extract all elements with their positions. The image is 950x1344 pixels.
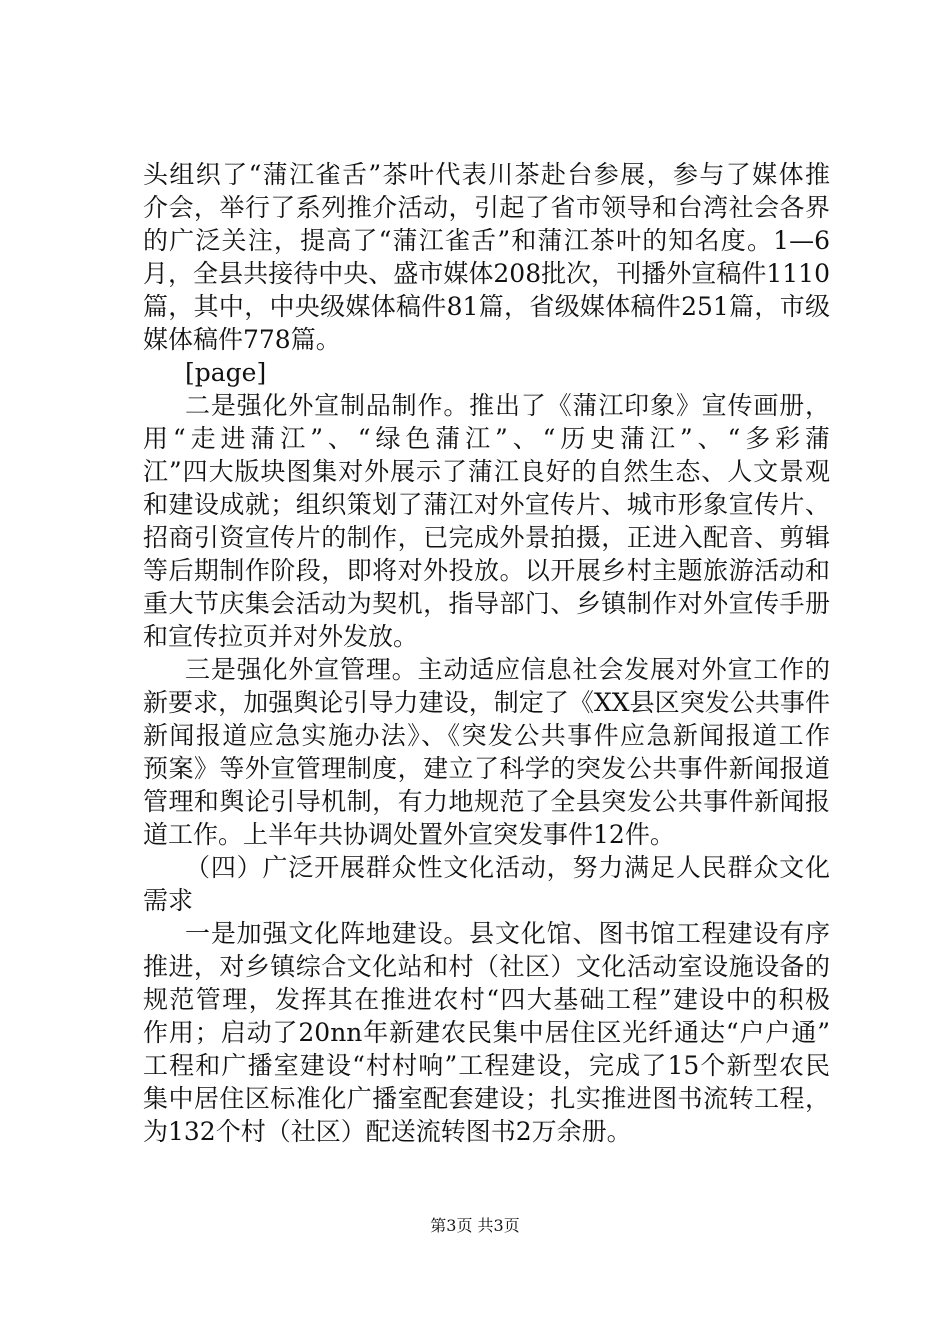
- text-line: 媒体稿件778篇。: [143, 325, 341, 354]
- text-line: 的广泛关注，提高了“蒲江雀舌”和蒲江茶叶的知名度。1—6: [143, 226, 830, 255]
- text-line: 新要求，加强舆论引导力建设，制定了《XX县区突发公共事件: [143, 688, 830, 717]
- text-line: 集中居住区标准化广播室配套建设；扎实推进图书流转工程，: [143, 1084, 830, 1113]
- text-line: 等后期制作阶段，即将对外投放。以开展乡村主题旅游活动和: [143, 556, 830, 585]
- text-line: 和宣传拉页并对外发放。: [143, 622, 419, 651]
- text-line: 为132个村（社区）配送流转图书2万余册。: [143, 1117, 632, 1146]
- text-line: 预案》等外宣管理制度，建立了科学的突发公共事件新闻报道: [143, 754, 830, 783]
- document-body: [143, 158, 830, 1148]
- text-line: 推进，对乡镇综合文化站和村（社区）文化活动室设施设备的: [143, 952, 830, 981]
- text-line: 用“走进蒲江”、“绿色蒲江”、“历史蒲江”、“多彩蒲: [143, 424, 830, 453]
- text-line: 和建设成就；组织策划了蒲江对外宣传片、城市形象宣传片、: [143, 490, 830, 519]
- text-line: 二是强化外宣制品制作。推出了《蒲江印象》宣传画册，: [185, 391, 830, 420]
- page-footer: 第3页 共3页: [430, 1216, 520, 1235]
- text-line: 一是加强文化阵地建设。县文化馆、图书馆工程建设有序: [185, 919, 830, 948]
- text-line: 篇，其中，中央级媒体稿件81篇，省级媒体稿件251篇，市级: [143, 292, 830, 321]
- text-line: 招商引资宣传片的制作，已完成外景拍摄，正进入配音、剪辑: [143, 523, 830, 552]
- text-line: 道工作。上半年共协调处置外宣突发事件12件。: [143, 820, 675, 849]
- text-line: 工程和广播室建设“村村响”工程建设，完成了15个新型农民: [143, 1051, 830, 1080]
- text-line: 规范管理，发挥其在推进农村“四大基础工程”建设中的积极: [143, 985, 830, 1014]
- text-line: 需求: [143, 886, 194, 915]
- text-line: 管理和舆论引导机制，有力地规范了全县突发公共事件新闻报: [143, 787, 830, 816]
- text-line: 重大节庆集会活动为契机，指导部门、乡镇制作对外宣传手册: [143, 589, 830, 618]
- text-line: 介会，举行了系列推介活动，引起了省市领导和台湾社会各界: [143, 193, 830, 222]
- text-line: （四）广泛开展群众性文化活动，努力满足人民群众文化: [185, 853, 830, 882]
- text-line: 三是强化外宣管理。主动适应信息社会发展对外宣工作的: [185, 655, 830, 684]
- text-line: 头组织了“蒲江雀舌”茶叶代表川茶赴台参展，参与了媒体推: [143, 160, 830, 189]
- text-line: 新闻报道应急实施办法》、《突发公共事件应急新闻报道工作: [143, 721, 830, 750]
- text-line: 作用；启动了20nn年新建农民集中居住区光纤通达“户户通”: [143, 1018, 830, 1047]
- text-line: [page]: [185, 358, 267, 387]
- text-line: 月，全县共接待中央、盛市媒体208批次，刊播外宣稿件1110: [143, 259, 830, 288]
- text-line: 江”四大版块图集对外展示了蒲江良好的自然生态、人文景观: [143, 457, 830, 486]
